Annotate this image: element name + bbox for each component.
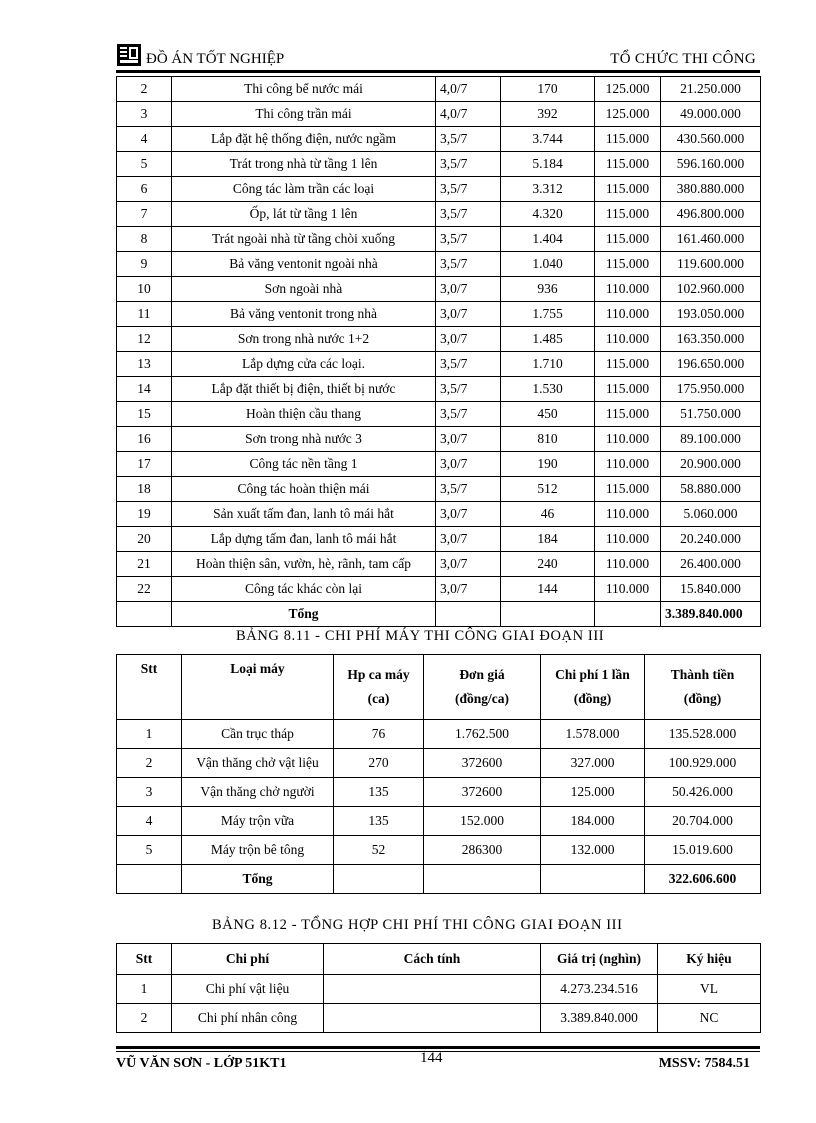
cell-unit-price: 115.000 [595, 402, 661, 427]
cell-quantity: 3.312 [501, 177, 595, 202]
cell-stt: 11 [117, 302, 172, 327]
cell-stt: 21 [117, 552, 172, 577]
table-row [117, 127, 761, 152]
cell-shifts: 52 [334, 836, 424, 865]
cell-stt: 13 [117, 352, 172, 377]
cell-empty [334, 865, 424, 894]
cell-quantity: 240 [501, 552, 595, 577]
cell-once-cost: 1.578.000 [541, 720, 645, 749]
page-number: 144 [420, 1050, 443, 1066]
cell-amount: 193.050.000 [661, 302, 761, 327]
page-header [116, 42, 758, 72]
cell-unit-price: 110.000 [595, 552, 661, 577]
cell-amount: 102.960.000 [661, 277, 761, 302]
cell-quantity: 46 [501, 502, 595, 527]
cell-quantity: 5.184 [501, 152, 595, 177]
cell-machine-type: Cần trục tháp [182, 720, 334, 749]
cell-work-name: Bả văng ventonit trong nhà [172, 302, 436, 327]
cell-stt: 5 [117, 152, 172, 177]
cell-unit-price: 152.000 [424, 807, 541, 836]
footer-author: VŨ VĂN SƠN - LỚP 51KT1 [116, 1056, 287, 1071]
cell-work-name: Công tác hoàn thiện mái [172, 477, 436, 502]
table-row [117, 807, 761, 836]
cell-grade: 3,5/7 [436, 352, 501, 377]
cell-grade: 3,5/7 [436, 252, 501, 277]
table-row [117, 502, 761, 527]
cell-machine-type: Vận thăng chở người [182, 778, 334, 807]
cell-empty [436, 602, 501, 627]
cell-shifts: 76 [334, 720, 424, 749]
total-value: 322.606.600 [645, 865, 761, 894]
cell-work-name: Bả văng ventonit ngoài nhà [172, 252, 436, 277]
cell-quantity: 184 [501, 527, 595, 552]
cell-once-cost: 125.000 [541, 778, 645, 807]
cell-machine-type: Vận thăng chở vật liệu [182, 749, 334, 778]
table-row [117, 402, 761, 427]
header-rule [116, 70, 760, 73]
cell-amount: 51.750.000 [661, 402, 761, 427]
header-method: Cách tính [324, 944, 541, 975]
cell-work-name: Trát ngoài nhà từ tầng chòi xuống [172, 227, 436, 252]
cell-quantity: 392 [501, 102, 595, 127]
cell-stt: 18 [117, 477, 172, 502]
cell-symbol: NC [658, 1004, 761, 1033]
footer-student-id: MSSV: 7584.51 [658, 1056, 750, 1071]
cell-unit-price: 110.000 [595, 502, 661, 527]
cell-quantity: 936 [501, 277, 595, 302]
table-row [117, 477, 761, 502]
table-row [117, 452, 761, 477]
cell-unit-price: 115.000 [595, 352, 661, 377]
cell-stt: 14 [117, 377, 172, 402]
cell-unit-price: 372600 [424, 778, 541, 807]
cell-stt: 19 [117, 502, 172, 527]
cell-quantity: 1.710 [501, 352, 595, 377]
cell-empty [117, 865, 182, 894]
cell-stt: 20 [117, 527, 172, 552]
cell-amount: 430.560.000 [661, 127, 761, 152]
cell-unit-price: 115.000 [595, 477, 661, 502]
cell-quantity: 144 [501, 577, 595, 602]
cell-cost-name: Chi phí nhân công [172, 1004, 324, 1033]
cell-shifts: 135 [334, 778, 424, 807]
cell-grade: 3,5/7 [436, 477, 501, 502]
table-row [117, 252, 761, 277]
cell-work-name: Sơn trong nhà nước 3 [172, 427, 436, 452]
cell-quantity: 190 [501, 452, 595, 477]
table-row [117, 152, 761, 177]
cell-unit-price: 115.000 [595, 152, 661, 177]
cell-amount: 135.528.000 [645, 720, 761, 749]
cell-grade: 3,5/7 [436, 127, 501, 152]
cell-amount: 26.400.000 [661, 552, 761, 577]
cell-stt: 1 [117, 975, 172, 1004]
cell-once-cost: 184.000 [541, 807, 645, 836]
cell-quantity: 4.320 [501, 202, 595, 227]
cell-grade: 3,0/7 [436, 527, 501, 552]
cell-amount: 20.704.000 [645, 807, 761, 836]
header-value: Giá trị (nghìn) [541, 944, 658, 975]
cell-empty [541, 865, 645, 894]
cell-stt: 17 [117, 452, 172, 477]
cell-unit-price: 110.000 [595, 302, 661, 327]
cell-stt: 5 [117, 836, 182, 865]
cell-unit-price: 115.000 [595, 252, 661, 277]
cell-quantity: 1.404 [501, 227, 595, 252]
cell-unit-price: 115.000 [595, 127, 661, 152]
cell-machine-type: Máy trộn bê tông [182, 836, 334, 865]
cell-quantity: 810 [501, 427, 595, 452]
cell-stt: 4 [117, 807, 182, 836]
cell-work-name: Sản xuất tấm đan, lanh tô mái hắt [172, 502, 436, 527]
cell-unit-price: 125.000 [595, 102, 661, 127]
table-row [117, 975, 761, 1004]
cell-unit-price: 125.000 [595, 77, 661, 102]
cell-cost-name: Chi phí vật liệu [172, 975, 324, 1004]
cell-grade: 3,5/7 [436, 402, 501, 427]
cell-grade: 3,5/7 [436, 177, 501, 202]
cell-shifts: 270 [334, 749, 424, 778]
cell-stt: 15 [117, 402, 172, 427]
cell-once-cost: 132.000 [541, 836, 645, 865]
header-stt: Stt [117, 655, 182, 720]
table-row [117, 202, 761, 227]
cell-work-name: Lắp đặt hệ thống điện, nước ngầm [172, 127, 436, 152]
table-row [117, 836, 761, 865]
summary-table-caption: BẢNG 8.12 - TỔNG HỢP CHI PHÍ THI CÔNG GIAI ĐOẠN III [212, 917, 623, 933]
cell-work-name: Trát trong nhà từ tầng 1 lên [172, 152, 436, 177]
cell-grade: 3,0/7 [436, 277, 501, 302]
cell-stt: 7 [117, 202, 172, 227]
table-row [117, 352, 761, 377]
cell-work-name: Công tác khác còn lại [172, 577, 436, 602]
cell-work-name: Lắp dựng tấm đan, lanh tô mái hắt [172, 527, 436, 552]
cell-quantity: 1.485 [501, 327, 595, 352]
cell-stt: 1 [117, 720, 182, 749]
cell-stt: 3 [117, 102, 172, 127]
cell-empty [117, 602, 172, 627]
cell-value: 4.273.234.516 [541, 975, 658, 1004]
cell-stt: 2 [117, 1004, 172, 1033]
cell-quantity: 1.755 [501, 302, 595, 327]
cell-unit-price: 372600 [424, 749, 541, 778]
cell-amount: 20.240.000 [661, 527, 761, 552]
header-cost: Chi phí [172, 944, 324, 975]
cell-work-name: Công tác làm trần các loại [172, 177, 436, 202]
cell-quantity: 3.744 [501, 127, 595, 152]
cell-stt: 16 [117, 427, 172, 452]
table-row [117, 327, 761, 352]
cell-unit-price: 110.000 [595, 277, 661, 302]
cell-work-name: Sơn trong nhà nước 1+2 [172, 327, 436, 352]
header-right-title: TỔ CHỨC THI CÔNG [610, 51, 756, 67]
cell-grade: 4,0/7 [436, 102, 501, 127]
cell-amount: 50.426.000 [645, 778, 761, 807]
cell-stt: 22 [117, 577, 172, 602]
cell-stt: 10 [117, 277, 172, 302]
cell-work-name: Thi công bể nước mái [172, 77, 436, 102]
cell-once-cost: 327.000 [541, 749, 645, 778]
table-row [117, 527, 761, 552]
table-row [117, 720, 761, 749]
cell-symbol: VL [658, 975, 761, 1004]
cell-work-name: Hoàn thiện sân, vườn, hè, rãnh, tam cấp [172, 552, 436, 577]
cell-work-name: Thi công trần mái [172, 102, 436, 127]
cell-stt: 8 [117, 227, 172, 252]
cell-stt: 6 [117, 177, 172, 202]
cell-method [324, 1004, 541, 1033]
cell-amount: 15.840.000 [661, 577, 761, 602]
table-row [117, 1004, 761, 1033]
cell-unit-price: 110.000 [595, 452, 661, 477]
cell-amount: 49.000.000 [661, 102, 761, 127]
cell-grade: 3,0/7 [436, 552, 501, 577]
table-row [117, 552, 761, 577]
cell-grade: 3,5/7 [436, 227, 501, 252]
cell-unit-price: 115.000 [595, 177, 661, 202]
table-row [117, 227, 761, 252]
table-row [117, 577, 761, 602]
cell-amount: 196.650.000 [661, 352, 761, 377]
cell-unit-price: 115.000 [595, 377, 661, 402]
total-value: 3.389.840.000 [661, 602, 761, 627]
table-row [117, 302, 761, 327]
cell-amount: 21.250.000 [661, 77, 761, 102]
table-row [117, 77, 761, 102]
cell-amount: 496.800.000 [661, 202, 761, 227]
total-label: Tổng [182, 865, 334, 894]
cell-grade: 3,0/7 [436, 427, 501, 452]
table-row [117, 778, 761, 807]
cell-quantity: 450 [501, 402, 595, 427]
cell-empty [595, 602, 661, 627]
cell-amount: 100.929.000 [645, 749, 761, 778]
cell-unit-price: 115.000 [595, 202, 661, 227]
cell-unit-price: 110.000 [595, 327, 661, 352]
cell-work-name: Công tác nền tầng 1 [172, 452, 436, 477]
cell-grade: 3,0/7 [436, 502, 501, 527]
cell-grade: 3,5/7 [436, 152, 501, 177]
footer-rule [116, 1046, 760, 1049]
cell-amount: 380.880.000 [661, 177, 761, 202]
header-machine-type: Loại máy [182, 655, 334, 720]
cell-grade: 3,0/7 [436, 577, 501, 602]
cell-amount: 20.900.000 [661, 452, 761, 477]
table-row [117, 749, 761, 778]
machine-cost-table [116, 654, 761, 894]
header-stt: Stt [117, 944, 172, 975]
total-row [117, 602, 761, 627]
total-label: Tổng [172, 602, 436, 627]
cell-stt: 3 [117, 778, 182, 807]
cell-stt: 2 [117, 77, 172, 102]
book-logo-icon [116, 42, 144, 70]
summary-cost-table [116, 943, 761, 1033]
cell-amount: 58.880.000 [661, 477, 761, 502]
table-row [117, 427, 761, 452]
cell-unit-price: 286300 [424, 836, 541, 865]
header-amount: Thành tiền (đồng) [645, 655, 761, 720]
cell-stt: 12 [117, 327, 172, 352]
cell-grade: 3,5/7 [436, 202, 501, 227]
cell-amount: 175.950.000 [661, 377, 761, 402]
cell-unit-price: 115.000 [595, 227, 661, 252]
cell-stt: 2 [117, 749, 182, 778]
header-left-title: ĐỒ ÁN TỐT NGHIỆP [146, 51, 285, 67]
cell-amount: 161.460.000 [661, 227, 761, 252]
cell-work-name: Hoàn thiện cầu thang [172, 402, 436, 427]
cell-quantity: 512 [501, 477, 595, 502]
cell-grade: 4,0/7 [436, 77, 501, 102]
cell-value: 3.389.840.000 [541, 1004, 658, 1033]
cell-quantity: 170 [501, 77, 595, 102]
cell-amount: 596.160.000 [661, 152, 761, 177]
cell-stt: 4 [117, 127, 172, 152]
header-once-cost: Chi phí 1 lần (đồng) [541, 655, 645, 720]
header-symbol: Ký hiệu [658, 944, 761, 975]
header-shifts: Hp ca máy (ca) [334, 655, 424, 720]
table-row [117, 377, 761, 402]
cell-stt: 9 [117, 252, 172, 277]
cell-unit-price: 110.000 [595, 577, 661, 602]
cell-unit-price: 110.000 [595, 427, 661, 452]
cell-amount: 163.350.000 [661, 327, 761, 352]
labor-cost-table [116, 76, 761, 627]
cell-amount: 89.100.000 [661, 427, 761, 452]
header-unit-price: Đơn giá (đồng/ca) [424, 655, 541, 720]
cell-method [324, 975, 541, 1004]
cell-empty [501, 602, 595, 627]
cell-unit-price: 1.762.500 [424, 720, 541, 749]
cell-empty [424, 865, 541, 894]
table-row [117, 102, 761, 127]
machine-table-caption: BẢNG 8.11 - CHI PHÍ MÁY THI CÔNG GIAI ĐOẠN III [236, 628, 605, 644]
table-row [117, 277, 761, 302]
cell-quantity: 1.040 [501, 252, 595, 277]
cell-quantity: 1.530 [501, 377, 595, 402]
cell-work-name: Lắp đặt thiết bị điện, thiết bị nước [172, 377, 436, 402]
cell-amount: 5.060.000 [661, 502, 761, 527]
cell-amount: 119.600.000 [661, 252, 761, 277]
cell-shifts: 135 [334, 807, 424, 836]
cell-grade: 3,0/7 [436, 452, 501, 477]
table-row [117, 177, 761, 202]
cell-work-name: Sơn ngoài nhà [172, 277, 436, 302]
total-row [117, 865, 761, 894]
cell-machine-type: Máy trộn vữa [182, 807, 334, 836]
cell-grade: 3,0/7 [436, 327, 501, 352]
cell-unit-price: 110.000 [595, 527, 661, 552]
cell-grade: 3,0/7 [436, 302, 501, 327]
cell-work-name: Lắp dựng cửa các loại. [172, 352, 436, 377]
cell-work-name: Ốp, lát từ tầng 1 lên [172, 202, 436, 227]
cell-grade: 3,5/7 [436, 377, 501, 402]
cell-amount: 15.019.600 [645, 836, 761, 865]
